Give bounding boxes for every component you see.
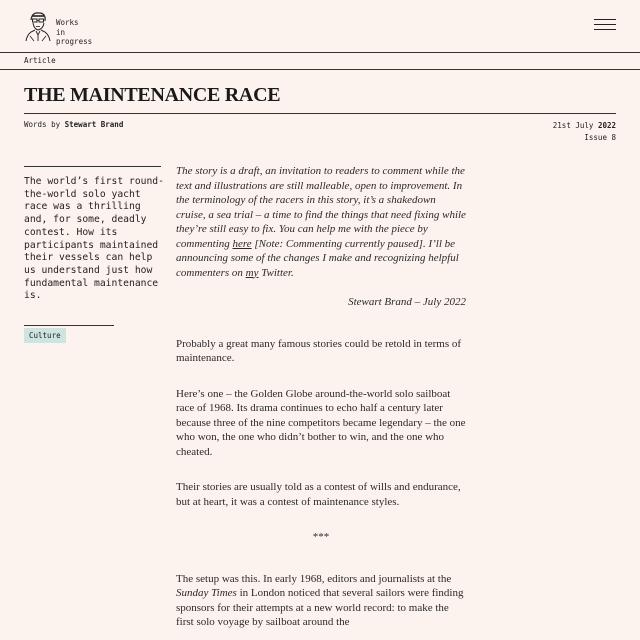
portrait-sketch-logo[interactable] [24, 10, 52, 42]
header-divider [0, 52, 640, 53]
publish-date [553, 120, 616, 132]
menu-bar [594, 24, 616, 25]
intro-signature: Stewart Brand – July 2022 [348, 296, 466, 308]
hamburger-menu-icon[interactable] [594, 19, 616, 33]
date-year: 2022 [597, 121, 616, 130]
publication-name: Sunday Times [176, 587, 237, 599]
issue-number[interactable]: Issue 8 [584, 132, 616, 142]
twitter-link[interactable]: my [245, 266, 259, 279]
brand-line: progress [56, 37, 93, 46]
intro-text: The story is a draft, an invitation to readers to comment while the text and illustrations are still malleable, open to improvement. In the terminology of the racers in this story, it’s a shakedown cruise, a sea trial – a time to find the things that need fixing while they’re still easy to fix. You can help me with the piece by commenting [176, 165, 466, 250]
breadcrumb-divider [0, 69, 640, 70]
site-header [0, 0, 640, 52]
author-name[interactable]: Stewart Brand [64, 120, 124, 129]
brand-line: in [56, 27, 66, 37]
para-text: The setup was this. In early 1968, editors and journalists at the [176, 572, 452, 585]
byline-prefix: Words by [24, 120, 61, 129]
article-body [176, 164, 466, 630]
section-separator: *** [312, 531, 330, 543]
standfirst-divider-top [24, 166, 161, 167]
body-paragraph: Probably a great many famous stories could be retold in terms of maintenance. [176, 337, 462, 364]
body-paragraph: Their stories are usually told as a contest of wills and endurance, but at heart, it was a contest of maintenance styles. [176, 481, 461, 508]
intro-text: Twitter. [258, 266, 294, 279]
page-title: THE MAINTENANCE RACE [24, 84, 281, 106]
standfirst-divider-bottom [24, 325, 114, 326]
date-day-month: 21st July [552, 121, 594, 130]
title-divider [24, 113, 616, 114]
brand-name[interactable] [56, 18, 92, 47]
standfirst: The world’s first round-the-world solo yacht race was a thrilling and, for some, deadly contest. How its participants maintained their vessels can help us understand just how fundamental maintenance is. [24, 176, 164, 302]
body-paragraph: Here’s one – the Golden Globe around-the-world solo sailboat race of 1968. Its drama continues to echo half a century later because three of the nine competitors became legendary – the one who won, the one who didn’t bother to win, and the one who cheated. [176, 387, 466, 458]
breadcrumb[interactable]: Article [24, 56, 56, 65]
body-paragraph [176, 572, 466, 630]
category-tag[interactable]: Culture [24, 328, 66, 343]
intro-text: [Note: Commenting currently paused]. I’ll be announcing some of the changes I make and recognizing helpful commenters on [176, 237, 459, 279]
menu-bar [594, 29, 616, 30]
byline [24, 120, 123, 129]
article-meta [553, 120, 616, 143]
comment-link[interactable]: here [232, 237, 252, 250]
menu-bar [594, 19, 616, 20]
para-text: in London noticed that several sailors were finding sponsors for their attempts at a new world record: to make the first solo voyage by sailboat around the [176, 587, 464, 628]
draft-intro [176, 164, 466, 280]
brand-line: Works [56, 18, 79, 27]
